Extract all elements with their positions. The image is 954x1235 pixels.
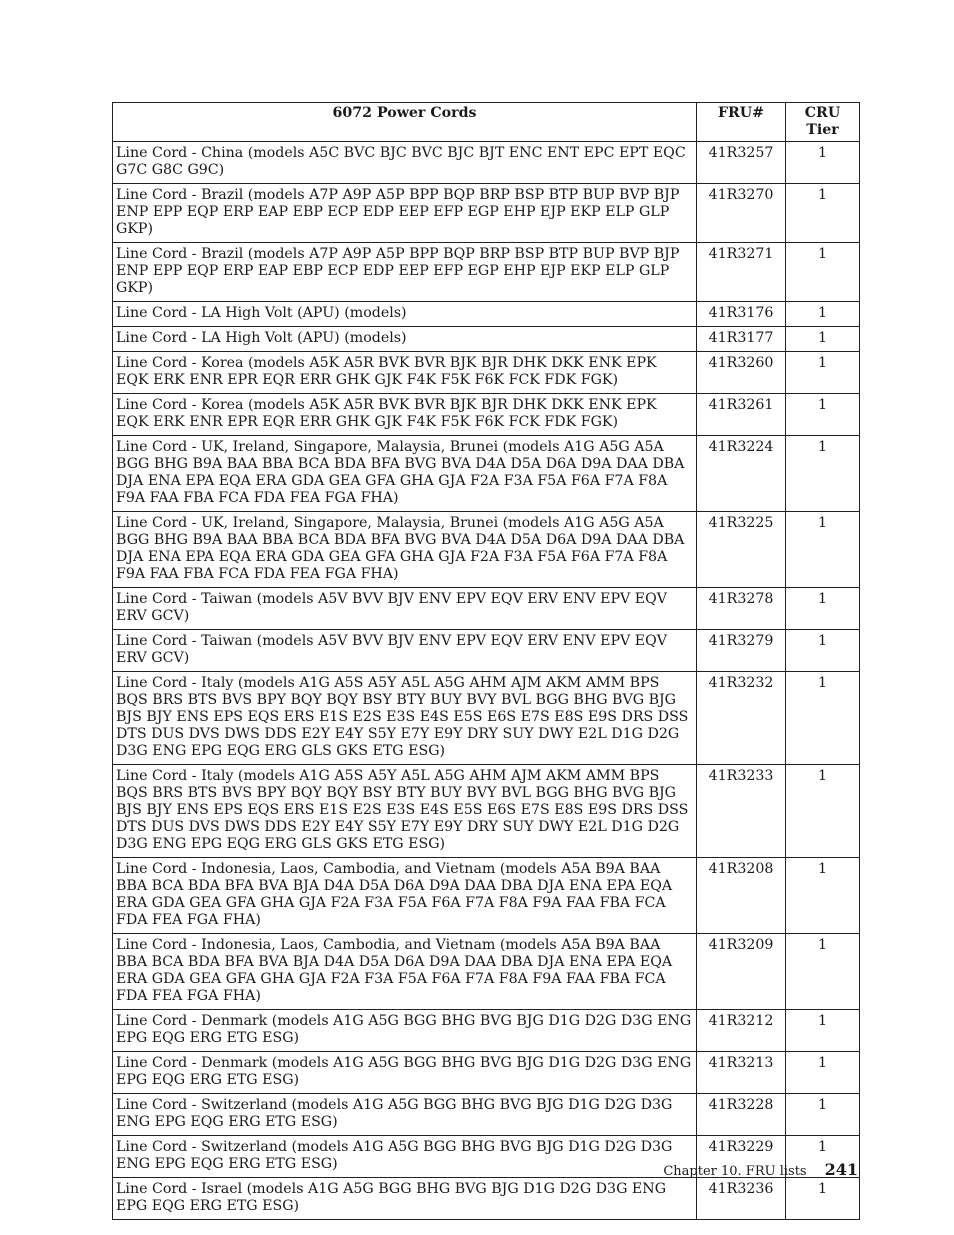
description-cell: Line Cord - Korea (models A5K A5R BVK BVR BJK BJR DHK DKK ENK EPK EQK ERK ENR EPR EQR ERR GHK GJK F4K F5K F6K FCK FDK FGK) xyxy=(113,394,697,436)
fru-number-cell: 41R3233 xyxy=(697,765,786,858)
table-row xyxy=(113,142,860,184)
fru-number-cell: 41R3271 xyxy=(697,243,786,302)
power-cords-table xyxy=(112,102,860,1220)
cru-tier-cell: 1 xyxy=(786,302,860,327)
fru-number-cell: 41R3209 xyxy=(697,934,786,1010)
fru-number-cell: 41R3228 xyxy=(697,1094,786,1136)
fru-number-cell: 41R3208 xyxy=(697,858,786,934)
fru-number-cell: 41R3224 xyxy=(697,436,786,512)
fru-number-cell: 41R3279 xyxy=(697,630,786,672)
cru-tier-cell: 1 xyxy=(786,672,860,765)
description-cell: Line Cord - Brazil (models A7P A9P A5P BPP BQP BRP BSP BTP BUP BVP BJP ENP EPP EQP ERP EAP EBP ECP EDP EEP EFP EGP EHP EJP EKP ELP GLP GKP) xyxy=(113,243,697,302)
description-cell: Line Cord - Switzerland (models A1G A5G BGG BHG BVG BJG D1G D2G D3G ENG EPG EQG ERG ETG ESG) xyxy=(113,1136,697,1178)
table-row xyxy=(113,765,860,858)
cru-tier-cell: 1 xyxy=(786,512,860,588)
cru-tier-cell: 1 xyxy=(786,1094,860,1136)
cru-tier-cell: 1 xyxy=(786,394,860,436)
cru-tier-cell: 1 xyxy=(786,142,860,184)
table-row xyxy=(113,588,860,630)
description-cell: Line Cord - Denmark (models A1G A5G BGG BHG BVG BJG D1G D2G D3G ENG EPG EQG ERG ETG ESG) xyxy=(113,1010,697,1052)
description-cell: Line Cord - LA High Volt (APU) (models) xyxy=(113,327,697,352)
table-row xyxy=(113,184,860,243)
fru-number-cell: 41R3232 xyxy=(697,672,786,765)
fru-number-cell: 41R3177 xyxy=(697,327,786,352)
table-row xyxy=(113,302,860,327)
header-fru: FRU# xyxy=(697,103,786,142)
table-row xyxy=(113,352,860,394)
page-number: 241 xyxy=(824,1160,858,1179)
fru-number-cell: 41R3270 xyxy=(697,184,786,243)
table-row xyxy=(113,672,860,765)
fru-number-cell: 41R3278 xyxy=(697,588,786,630)
cru-tier-cell: 1 xyxy=(786,327,860,352)
description-cell: Line Cord - Italy (models A1G A5S A5Y A5L A5G AHM AJM AKM AMM BPS BQS BRS BTS BVS BPY BQY BQY BSY BTY BUY BVY BVL BGG BHG BVG BJG BJS BJY ENS EPS EQS ERS E1S E2S E3S E4S E5S E6S E7S E8S E9S DRS DSS DTS DUS DVS DWS DDS E2Y E4Y S5Y E7Y E9Y DRY SUY DWY E2L D1G D2G D3G ENG EPG EQG ERG GLS GKS ETG ESG) xyxy=(113,672,697,765)
fru-number-cell: 41R3213 xyxy=(697,1052,786,1094)
description-cell: Line Cord - Taiwan (models A5V BVV BJV ENV EPV EQV ERV ENV EPV EQV ERV GCV) xyxy=(113,588,697,630)
description-cell: Line Cord - Korea (models A5K A5R BVK BVR BJK BJR DHK DKK ENK EPK EQK ERK ENR EPR EQR ERR GHK GJK F4K F5K F6K FCK FDK FGK) xyxy=(113,352,697,394)
table-header-row xyxy=(113,103,860,142)
fru-number-cell: 41R3236 xyxy=(697,1178,786,1220)
table-row xyxy=(113,436,860,512)
fru-number-cell: 41R3257 xyxy=(697,142,786,184)
table-row xyxy=(113,512,860,588)
cru-tier-cell: 1 xyxy=(786,352,860,394)
table-row xyxy=(113,934,860,1010)
cru-tier-cell: 1 xyxy=(786,858,860,934)
table-row xyxy=(113,1010,860,1052)
table-row xyxy=(113,394,860,436)
fru-number-cell: 41R3176 xyxy=(697,302,786,327)
table-row xyxy=(113,858,860,934)
table-body xyxy=(113,142,860,1220)
cru-tier-cell: 1 xyxy=(786,436,860,512)
description-cell: Line Cord - Denmark (models A1G A5G BGG BHG BVG BJG D1G D2G D3G ENG EPG EQG ERG ETG ESG) xyxy=(113,1052,697,1094)
chapter-label: Chapter 10. FRU lists xyxy=(663,1164,807,1179)
page-footer xyxy=(663,1160,858,1179)
fru-number-cell: 41R3229 xyxy=(697,1136,786,1178)
table-row xyxy=(113,243,860,302)
description-cell: Line Cord - Taiwan (models A5V BVV BJV ENV EPV EQV ERV ENV EPV EQV ERV GCV) xyxy=(113,630,697,672)
description-cell: Line Cord - Indonesia, Laos, Cambodia, and Vietnam (models A5A B9A BAA BBA BCA BDA BFA BVA BJA D4A D5A D6A D9A DAA DBA DJA ENA EPA EQA ERA GDA GEA GFA GHA GJA F2A F3A F5A F6A F7A F8A F9A FAA FBA FCA FDA FEA FGA FHA) xyxy=(113,934,697,1010)
fru-number-cell: 41R3260 xyxy=(697,352,786,394)
cru-tier-cell: 1 xyxy=(786,765,860,858)
cru-tier-cell: 1 xyxy=(786,1136,860,1178)
description-cell: Line Cord - Switzerland (models A1G A5G BGG BHG BVG BJG D1G D2G D3G ENG EPG EQG ERG ETG ESG) xyxy=(113,1094,697,1136)
cru-tier-cell: 1 xyxy=(786,184,860,243)
description-cell: Line Cord - UK, Ireland, Singapore, Malaysia, Brunei (models A1G A5G A5A BGG BHG B9A BAA BBA BCA BDA BFA BVG BVA D4A D5A D6A D9A DAA DBA DJA ENA EPA EQA ERA GDA GEA GFA GHA GJA F2A F3A F5A F6A F7A F8A F9A FAA FBA FCA FDA FEA FGA FHA) xyxy=(113,512,697,588)
fru-number-cell: 41R3225 xyxy=(697,512,786,588)
description-cell: Line Cord - Israel (models A1G A5G BGG BHG BVG BJG D1G D2G D3G ENG EPG EQG ERG ETG ESG) xyxy=(113,1178,697,1220)
header-cru-tier: CRU Tier xyxy=(786,103,860,142)
cru-tier-cell: 1 xyxy=(786,588,860,630)
description-cell: Line Cord - China (models A5C BVC BJC BVC BJC BJT ENC ENT EPC EPT EQC G7C G8C G9C) xyxy=(113,142,697,184)
description-cell: Line Cord - Brazil (models A7P A9P A5P BPP BQP BRP BSP BTP BUP BVP BJP ENP EPP EQP ERP EAP EBP ECP EDP EEP EFP EGP EHP EJP EKP ELP GLP GKP) xyxy=(113,184,697,243)
description-cell: Line Cord - LA High Volt (APU) (models) xyxy=(113,302,697,327)
cru-tier-cell: 1 xyxy=(786,243,860,302)
fru-number-cell: 41R3212 xyxy=(697,1010,786,1052)
cru-tier-cell: 1 xyxy=(786,1178,860,1220)
fru-number-cell: 41R3261 xyxy=(697,394,786,436)
description-cell: Line Cord - Italy (models A1G A5S A5Y A5L A5G AHM AJM AKM AMM BPS BQS BRS BTS BVS BPY BQY BQY BSY BTY BUY BVY BVL BGG BHG BVG BJG BJS BJY ENS EPS EQS ERS E1S E2S E3S E4S E5S E6S E7S E8S E9S DRS DSS DTS DUS DVS DWS DDS E2Y E4Y S5Y E7Y E9Y DRY SUY DWY E2L D1G D2G D3G ENG EPG EQG ERG GLS GKS ETG ESG) xyxy=(113,765,697,858)
table-row xyxy=(113,1052,860,1094)
header-power-cords: 6072 Power Cords xyxy=(113,103,697,142)
description-cell: Line Cord - Indonesia, Laos, Cambodia, and Vietnam (models A5A B9A BAA BBA BCA BDA BFA BVA BJA D4A D5A D6A D9A DAA DBA DJA ENA EPA EQA ERA GDA GEA GFA GHA GJA F2A F3A F5A F6A F7A F8A F9A FAA FBA FCA FDA FEA FGA FHA) xyxy=(113,858,697,934)
cru-tier-cell: 1 xyxy=(786,1010,860,1052)
cru-tier-cell: 1 xyxy=(786,934,860,1010)
cru-tier-cell: 1 xyxy=(786,1052,860,1094)
table-row xyxy=(113,327,860,352)
table-row xyxy=(113,1094,860,1136)
description-cell: Line Cord - UK, Ireland, Singapore, Malaysia, Brunei (models A1G A5G A5A BGG BHG B9A BAA BBA BCA BDA BFA BVG BVA D4A D5A D6A D9A DAA DBA DJA ENA EPA EQA ERA GDA GEA GFA GHA GJA F2A F3A F5A F6A F7A F8A F9A FAA FBA FCA FDA FEA FGA FHA) xyxy=(113,436,697,512)
table-row xyxy=(113,1178,860,1220)
cru-tier-cell: 1 xyxy=(786,630,860,672)
table-row xyxy=(113,630,860,672)
